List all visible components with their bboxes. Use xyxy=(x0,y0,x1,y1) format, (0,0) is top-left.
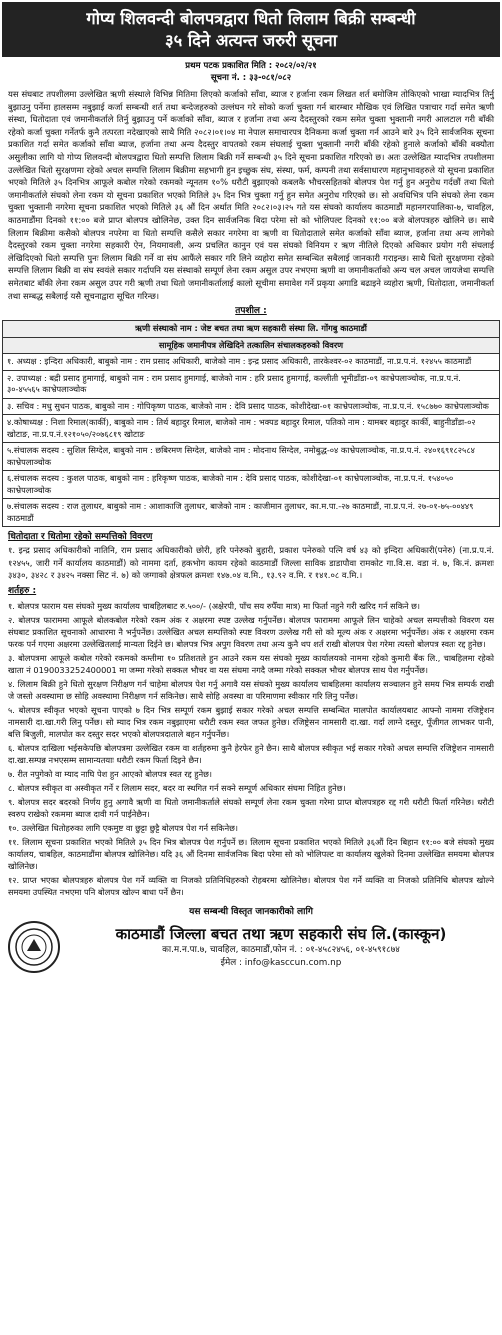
property-title: धितोदाता र धितोमा रहेको सम्पत्तिको विवरण xyxy=(8,532,153,543)
borrower-row xyxy=(3,321,500,338)
guarantor-table xyxy=(2,320,500,527)
footer-text xyxy=(68,924,494,970)
table-row xyxy=(3,415,500,443)
notice-title: गोप्य शिलवन्दी बोलपत्रद्वारा धितो लिलाम बिक्री सम्बन्धी xyxy=(86,9,416,28)
term-item: ७. रीत नपुगेको वा म्याद नाघि पेश हुन आएको बोलपत्र स्वत रद्द हुनेछ। xyxy=(8,769,212,780)
borrower-name: ऋणी संस्थाको नाम : जेष्ट बचत तथा ऋण सहकारी संस्था लि. गोंगबु काठमाडौं xyxy=(3,321,500,338)
term-item: १. बोलपत्र फाराम यस संघको मुख्य कार्यालय चाबहिलबाट रु.५००/- (अक्षेरपी, पाँच सय रुपैँया मात्र) मा फिर्ता नहुने गरी खरिद गर्न सकिने छ। xyxy=(8,601,421,612)
details-title: तपशील : xyxy=(235,306,267,317)
guarantor-entry: १. अध्यक्ष : इन्दिरा अधिकारी, बाबुको नाम : राम प्रसाद अधिकारी, बाजेको नाम : इन्द्र प्रसाद अधिकारी, तारकेश्वर-०२ काठमाडौं, ना.प्र.प.नं. १२४५५ काठमाडौं xyxy=(3,354,500,371)
guarantor-entry: ४.कोषाध्यक्ष : निशा रिमाल(कार्की), बाबुको नाम : तिर्थ बहादुर रिमाल, बाजेको नाम : भक्पड बहादुर रिमाल, पतिको नाम : यामबर बहादुर कार्की, बाहुनीडाँडा-०२ खोटाङ, ना.प्र.प.नं.१२१०५०/२०७६८१९ खोटाङ xyxy=(3,415,500,443)
table-row xyxy=(3,471,500,499)
table-row xyxy=(3,354,500,371)
notice-banner xyxy=(2,2,500,57)
term-item: ३. बोलपत्रमा आफूले कबोल गरेको रकमको कम्तीमा १० प्रतिशतले हुन आउने रकम यस संघको मुख्य कार्यालयको नाममा रहेको कुमारी बैंक लि., चाबहिलमा रहेको खाता नं 0190033252400001 मा जम्मा गरेको सक्कल भौचर वा यस संघमा नगदै जम्मा गरेको सक्कल भौचर बोलपत्र साथ पेश गर्नुपर्नेछ। xyxy=(8,653,494,676)
publication-info xyxy=(2,60,500,84)
organization-address: का.म.न.पा.७, चावहिल, काठमाडौं,फोन नं. : ०१-४५८२४५६, ०१-४५९१८७४ xyxy=(162,945,400,956)
notice-subtitle: ३५ दिने अत्यन्त जरुरी सूचना xyxy=(165,31,337,50)
first-published-date: प्रथम पटक प्रकाशित मिति : २०८२/०२/२१ xyxy=(185,61,317,71)
guarantor-entry: २. उपाध्यक्ष : बद्री प्रसाद हुमागाई, बाबुको नाम : राम प्रसाद हुमागाई, बाजेको नाम : हरि प्रसाद हुमागाई, कल्लीती भूमीडाँडा-०९ काभ्रेपलाञ्चोक, ना.प्र.प.नं. ३०-४५५६५ काभ्रेपलाञ्चोक xyxy=(3,370,500,398)
term-item: १२. प्राप्त भएका बोलपत्रहरु बोलपत्र पेश गर्ने व्यक्ति वा निजको प्रतिनिधिहरुको रोहबरमा खोलिनेछ। बोलपत्र पेश गर्ने व्यक्ति वा निजको प्रतिनिधि बोलपत्र खोल्ने समयमा उपस्थित नभएमा पनि बोलपत्र खोल्न बाधा पर्ने छैन। xyxy=(8,875,494,898)
notice-page xyxy=(2,2,500,973)
organization-email[interactable]: ईमेल : info@kasccun.com.np xyxy=(220,958,342,969)
guarantor-entry: ३. सचिव : मधु सुधन पाठक, बाबुको नाम : गोपिकृष्ण पाठक, बाजेको नाम : देवि प्रसाद पाठक, कोशीदेखा-०१ काभ्रेपलाञ्चोक, ना.प्र.प.नं. १५८७७० काभ्रेपलाञ्चोक xyxy=(3,398,500,415)
property-details: १. इन्द्र प्रसाद अधिकारीको नातिनि, राम प्रसाद अधिकारीको छोरी, हरि पनेरुको बुहारी, प्रकाश पनेरुको पत्नि वर्ष ४३ को इन्दिरा अधिकारी(पनेरु) (ना.प्र.प.नं. १२४५५, जारी गर्ने कार्यालय काठमाडौं) को नाममा दर्ता, हकभोग कायम रहेको काठमाडौं जिल्ला साविक डाडापौवा रामकोट गा.वि.स. वडा नं. ७, कि.नं. क्रमशः ३४३०, ३४२८ र ३४२५ नक्सा सिट नं. ७) को जग्गाको क्षेत्रफल क्रमशः १४७.०४ व.मि., १३.९२ व.मि. र १४१.०८ व.मि.। xyxy=(8,545,494,580)
intro-paragraph: यस संघबाट तपशीलमा उल्लेखित ऋणी संस्थाले विभिन्न मितिमा लिएको कर्जाको साँवा, ब्याज र हर्जाना रकम लिखत शर्त बमोजिम तोकिएको भाखा म्यादभित्र तिर्नु बुझाउनु पर्नेमा हालसम्म नबुझाई कर्जा सम्बन्धी शर्त तथा बन्देजहरुको उल्लंघन गरे सोको कर्जा चुक्ता गर्न बारम्बार मौखिक एवं लिखित पत्राचार गर्दा समेत ऋणी संस्था, धितोदाता एवं जमानीकर्ताले तिर्नु बुझाउनु पर्ने कर्जाको साँवा, ब्याज र हर्जाना तथा अन्य दैदस्तुरको रकम समेत चुक्ता भुक्तानी नगरी आलटाल गरी बाँकी रहेको कर्जा चुक्ता गर्नेतर्फ कुनै तत्परता नदेखाएको साथै मिति २०८२।०१।०४ मा नेपाल समाचारपत्र दैनिकमा कर्जा चुक्ता गर्न आउने बारे ३५ दिने सार्वजनिक सूचना प्रकाशित गर्दा समेत कर्जाको साँवा ब्याज, हर्जाना तथा अन्य दैदस्तुर वापतको रकम संघलाई चुक्ता भुक्तानी नगरी बाँकी रहेको हुनाले कर्जाको बाँकी बक्यौता असुलीका लागि यो गोप्य शिलवन्दी बोलपत्रद्वारा धितो सम्पत्ति लिलाम बिक्री गर्ने सम्बन्धी ३५ दिने सूचना प्रकाशित गरिएको छ। अतः उल्लेखित म्यादभित्र तपशीलमा उल्लेखित धितो सुरक्षणमा रहेको अचल सम्पत्ति लिलाम बिक्रीमा सहभागी हुन इच्छुक संघ, संस्था, फर्म, कम्पनी तथा सर्वसाधारण महानुभावहरुले यो सूचना प्रकाशित भएको मितिले ३५ दिनभित्र आफूले कबोल गरेको रकमको न्यूनतम १०% धरौटी बुझाएको कबलकै भौचरसहितको बोलपत्र पेश गर्नु हुन अनुरोध गर्दछौं तथा धितो जमानीकर्ताले संघको लेना रकम यो सूचना प्रकाशित भएको मितिले ३५ दिन भित्र चुक्ता गर्नु हुन समेत अनुरोध गरिएको छ। सो अवधिभित्र पनि संघको लेना रकम चुक्ता भुक्तानी नगरेमा सूचना प्रकाशित भएको मितिले ३६ औं दिन अर्थात मिति २०८२।०३।२५ गते यस संघको कार्यालय काठमाडौं महानगरपालिका-७, चावहिल, काठमाडौंमा दिनको ११:०० बजे प्राप्त बोलपत्र खोलिनेछ, उक्त दिन सार्वजनिक बिदा परेमा सो को भोलिपल्ट दिनको ११:०० बजे बोलपत्रहरु खोलिने छ। साथै लिलाम बिक्रीमा कसैको बोलपत्र नपरेमा वा धितो सम्पत्ति कसैले सकार नगरेमा वा ऋणी वा धितोदाताले समेत कर्जाको साँवा ब्याज, हर्जाना तथा अन्य लागेको दैदस्तुरको रकम चुक्ता नगरेमा सहकारी ऐन, नियमावली, अन्य प्रचलित कानुन एवं यस संघको विनियम र ऋण नीतिले दिएको अधिकार प्रयोग गरी संघलाई लेखिदिएको धितो सम्पत्ति पुनः लिलाम बिक्री गर्ने वा संघ आफैंले सकार गरि लिने व्यहोरा समेत सम्बन्धित सबैलाई जानकारी गराइन्छ। साथै धितो सुरक्षणमा रहेको सम्पत्ति लिलाम बिक्री वा संघ स्वयंले सकार गर्दापनि यस संस्थाको सम्पूर्ण लेना रकम असुल उपर नभएमा ऋणी वा जमानीकर्ताको अन्य चल अचल जायजेथा सम्पत्ति समेतबाट बाँकी लेना रकम असुल उपर गरी ऋणी तथा धितो जमानीकर्तालाई कालो सूचीमा समावेश गर्ने प्रकृया अगाडि बढाइने व्यहोरा ऋणी, धितोदाता, जमानीकर्ता तथा सम्बद्ध सबैलाई यसै सूचनाद्वारा सूचित गरिन्छ। xyxy=(8,89,494,301)
property-section xyxy=(8,531,494,581)
table-row xyxy=(3,370,500,398)
terms-section xyxy=(8,585,494,898)
term-item: ४. लिलाम बिक्री हुने धितो सुरक्षण निरीक्षण गर्न चाहेमा बोलपत्र पेश गर्नु अगावै यस संघको मुख्य कार्यालय चाबहिलमा कार्यालय सञ्चालन हुने समय भित्र सम्पर्क राखी जे जस्तो अवस्थामा छ सोहि अवस्थामा निरीक्षण गर्न सकिनेछ। साथै सोहि अवस्था वा परिमाणमा स्वीकार गरि लिनु पर्नेछ। xyxy=(8,679,494,702)
term-item: २. बोलपत्र फाराममा आफूले बोलकबोल गरेको रकम अंक र अक्षरमा स्पष्ट उल्लेख गर्नुपर्नेछ। बोलपत्र फाराममा आफूले लिन चाहेको अचल सम्पत्तीको विवरण यस संघबाट प्रकाशित सूचनाको आधारमा नै भर्नुपर्नेछ। उल्लेखित अचल सम्पत्तिको स्पष्ट विवरण उल्लेख गरी सो को मूल्य अंक र अक्षरमा भर्नुपर्नेछ। अंक र अक्षरमा रकम फरक पर्न गएमा अक्षरमा उल्लेखितलाई मान्यता दिईने छ। बोलपत्र भित्र अपुग विवरण तथा अन्य कुनै थप शर्त राखी बोलपत्र पेश गरेमा त्यस्तो बोलपत्र स्वतः रद्द हुनेछ। xyxy=(8,615,494,650)
subhead-row xyxy=(3,337,500,354)
cooperative-logo-icon xyxy=(8,921,60,973)
table-row xyxy=(3,398,500,415)
term-item: ६. बोलपत्र दाखिला भईसकेपछि बोलपत्रमा उल्लेखित रकम वा शर्तहरुमा कुनै हेरफेर हुने छैन। साथै बोलपत्र स्वीकृत भई सकार गरेको अचल सम्पत्ति रजिष्ट्रेशन नामसारी दा.खा.सम्पन्न नभएसम्म सामान्यतयाः धरौटी रकम फिर्ता दिइने छैन। xyxy=(8,743,494,766)
guarantor-entry: ६.संचालक सदस्य : कुशल पाठक, बाबुको नाम : हरिकृष्ण पाठक, बाजेको नाम : देवि प्रसाद पाठक, कोशीदेखा-०१ काभ्रेपलाञ्चोक, ना.प्र.प.नं. १५४०५० काभ्रेपलाञ्चोक xyxy=(3,471,500,499)
footer xyxy=(8,921,494,973)
term-item: ९. बोलपत्र सदर बदरको निर्णय हुनु अगावै ऋणी वा धितो जमानीकर्ताले संघको सम्पूर्ण लेना रकम चुक्ता गरेमा प्राप्त बोलपत्रहरु रद्द गरी धरौटी फिर्ता गरिनेछ। धरौटी स्वरुप राखेको रकममा ब्याज दावी गर्न पाईनेछैन। xyxy=(8,797,494,820)
term-item: ११. लिलाम सूचना प्रकाशित भएको मितिले ३५ दिन भित्र बोलपत्र पेश गर्नुपर्ने छ। लिलाम सूचना प्रकाशित भएको मितिले ३६औं दिन बिहान ११:०० बजे संघको मुख्य कार्यालय, चाबहिल, काठमाडौंमा बोलपत्र खोलिनेछ। यदि ३६ औं दिनमा सार्वजनिक बिदा परेमा सो को भोलिपल्ट वा कार्यालय खुलेको दिनमा उल्लेखित समयमा बोलपत्र खोलिनेछ। xyxy=(8,837,495,872)
table-row xyxy=(3,443,500,471)
terms-title: शर्तहरु : xyxy=(8,586,37,597)
guarantor-entry: ७.संचालक सदस्य : राज तुलाधर, बाबुको नाम : आशाकाजि तुलाधर, बाजेको नाम : काजीमान तुलाधर, का.म.पा.-२७ काठमाडौं, ना.प्र.प.नं. २७-०१-७५-००४४९ काठमाडौं xyxy=(3,499,500,527)
guarantor-entry: ५.संचालक सदस्य : सुशिल सिग्देल, बाबुको नाम : छबिरमण सिग्देल, बाजेको नाम : मोदनाथ सिग्देल, नमोबुद्ध-०४ काभ्रेपलाञ्चोक, ना.प्र.प.नं. २४०१६९१८२५८४ काभ्रेपलाञ्चोक xyxy=(3,443,500,471)
more-info-heading: यस सम्बन्धी विस्तृत जानकारीको लागि xyxy=(189,907,313,918)
notice-number: सूचना नं. : ३३-०८१/०८२ xyxy=(210,73,292,83)
organization-name: काठमाडौं जिल्ला बचत तथा ऋण सहकारी संघ लि.(कास्कून) xyxy=(115,925,447,944)
term-item: ८. बोलपत्र स्वीकृत वा अस्वीकृत गर्ने र लिलाम सदर, बदर वा स्थगित गर्न सक्ने सम्पूर्ण अधिकार संघमा निहित हुनेछ। xyxy=(8,783,346,794)
term-item: ५. बोलपत्र स्वीकृत भएको सूचना पाएको ७ दिन भित्र सम्पूर्ण रकम बुझाई सकार गरेको अचल सम्पत्ति सम्बन्धित मालपोत कार्यालयबाट आफ्नो नाममा रजिष्ट्रेशन नामसारी दा.खा.गरी लिनु पर्नेछ। सो म्याद भित्र रकम नबुझाएमा धरौटी रकम स्वत जफत हुनेछ। रजिष्ट्रेसन नामसारी दा.खा. गर्दा लाग्ने दस्तुर, पूँजीगत लाभकर पानी, बत्ति बिजुली, मालपोत कर दस्तुर सदर भएको बोलपत्रदाताले बहन गर्नुपर्नेछ। xyxy=(8,705,494,740)
term-item: १०. उल्लेखित धितोहरुका लागि एकमुष्ट वा छुट्टा छुट्टै बोलपत्र पेश गर्न सकिनेछ। xyxy=(8,823,238,834)
guarantor-subhead: सामूहिक जमानीपत्र लेखिदिने तत्कालिन संचालकहरुको विवरण xyxy=(3,337,500,354)
table-row xyxy=(3,499,500,527)
